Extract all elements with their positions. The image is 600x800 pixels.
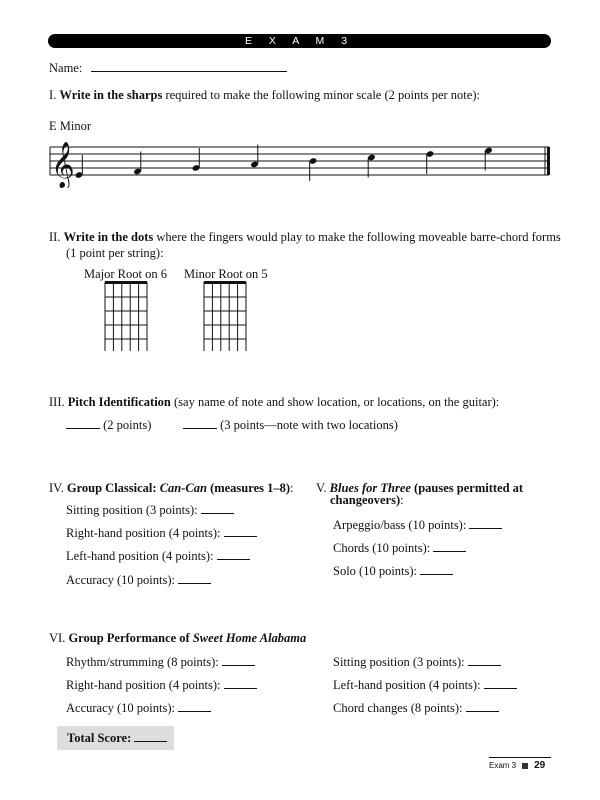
pitch-answer-2[interactable]	[183, 427, 217, 429]
performance-score-field[interactable]	[178, 710, 211, 712]
footer	[489, 760, 545, 771]
pitch-answer-1[interactable]	[66, 427, 100, 429]
total-score-label: Total Score:	[67, 731, 132, 745]
total-score-box	[57, 726, 174, 750]
scale-label: E Minor	[49, 119, 92, 133]
scale-notes[interactable]	[75, 145, 493, 182]
footer-rule	[489, 757, 551, 758]
performance-item: Accuracy (10 points):	[66, 701, 211, 716]
footer-label: Exam 3	[489, 761, 517, 770]
total-score-field[interactable]	[134, 740, 167, 742]
blues-item: Arpeggio/bass (10 points):	[333, 518, 502, 533]
classical-item: Right-hand position (4 points):	[66, 526, 257, 541]
performance-score-field[interactable]	[224, 687, 257, 689]
section-6-heading: VI. Group Performance of Sweet Home Alabama	[49, 631, 307, 645]
section-3-heading: III. Pitch Identification (say name of note and show location, or locations, on the guitar):	[49, 395, 500, 409]
section-5-heading: V. Blues for Three (pauses permitted at	[316, 481, 524, 495]
performance-item: Right-hand position (4 points):	[66, 678, 257, 693]
blues-score-field[interactable]	[433, 550, 466, 552]
performance-score-field[interactable]	[466, 710, 499, 712]
name-field[interactable]	[91, 70, 287, 72]
performance-item: Rhythm/strumming (8 points):	[66, 655, 255, 670]
classical-item: Sitting position (3 points):	[66, 503, 234, 518]
classical-score-field[interactable]	[178, 582, 211, 584]
chord-1-label: Major Root on 6	[84, 267, 167, 281]
chord-2-label: Minor Root on 5	[184, 267, 268, 281]
music-staff	[46, 138, 554, 188]
performance-score-field[interactable]	[484, 687, 517, 689]
chord-diagram-major[interactable]	[104, 281, 148, 353]
square-icon	[522, 763, 528, 769]
classical-score-field[interactable]	[224, 535, 257, 537]
pitch-item-1: (2 points)	[66, 418, 151, 433]
blues-item: Solo (10 points):	[333, 564, 453, 579]
performance-score-field[interactable]	[468, 664, 501, 666]
performance-item: Sitting position (3 points):	[333, 655, 501, 670]
section-4-heading: IV. Group Classical: Can-Can (measures 1–8):	[49, 481, 294, 495]
name-label: Name:	[49, 61, 83, 75]
section-2-heading: II. Write in the dots where the fingers would play to make the following moveable barre-chord forms	[49, 230, 561, 244]
section-2-heading-line2: (1 point per string):	[66, 246, 164, 260]
classical-score-field[interactable]	[217, 558, 250, 560]
classical-item: Left-hand position (4 points):	[66, 549, 250, 564]
pitch-item-2: (3 points—note with two locations)	[183, 418, 398, 433]
treble-clef-icon: 𝄞	[51, 142, 75, 188]
blues-score-field[interactable]	[420, 573, 453, 575]
blues-score-field[interactable]	[469, 527, 502, 529]
performance-item: Chord changes (8 points):	[333, 701, 499, 716]
performance-item: Left-hand position (4 points):	[333, 678, 517, 693]
blues-item: Chords (10 points):	[333, 541, 466, 556]
section-5-heading-line2: changeovers):	[330, 493, 404, 507]
classical-item: Accuracy (10 points):	[66, 573, 211, 588]
classical-score-field[interactable]	[201, 512, 234, 514]
exam-title-banner: E X A M 3	[48, 34, 551, 48]
section-1-heading: I. Write in the sharps required to make the following minor scale (2 points per note):	[49, 88, 480, 102]
performance-score-field[interactable]	[222, 664, 255, 666]
chord-diagram-minor[interactable]	[203, 281, 247, 353]
name-row	[49, 61, 287, 76]
page-number: 29	[534, 760, 546, 771]
